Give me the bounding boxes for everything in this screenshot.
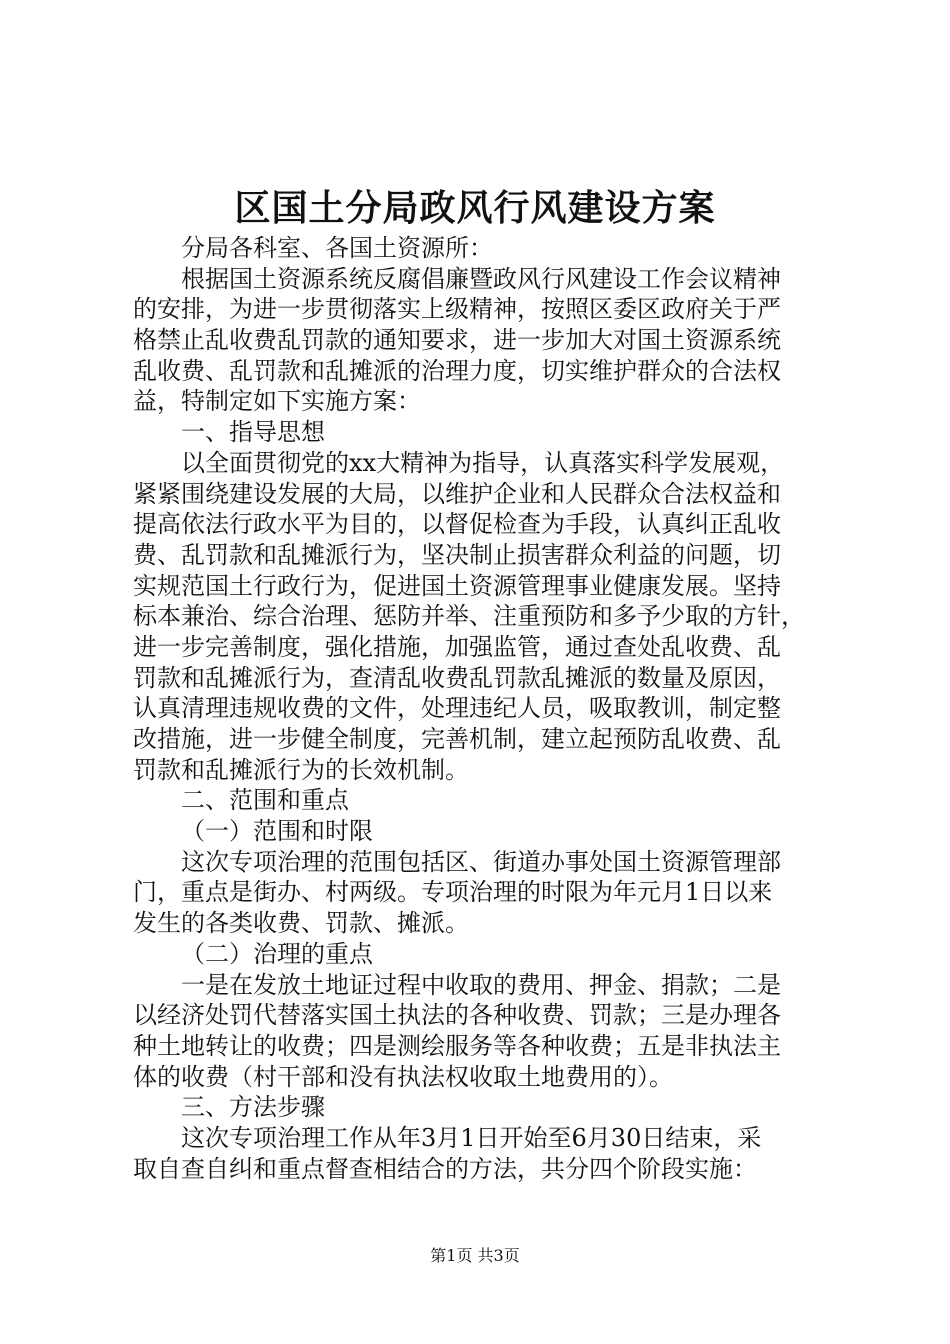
body-line: 取自查自纠和重点督查相结合的方法，共分四个阶段实施： <box>133 1154 757 1183</box>
body-line: 实规范国土行政行为，促进国土资源管理事业健康发展。坚持 <box>133 571 781 600</box>
document-body <box>133 233 833 1184</box>
body-line: 认真清理违规收费的文件，处理违纪人员，吸取教训，制定整 <box>133 694 781 723</box>
body-line: 益，特制定如下实施方案： <box>133 387 421 416</box>
body-line: 紧紧围绕建设发展的大局，以维护企业和人民群众合法权益和 <box>133 479 781 508</box>
section-heading: 二、范围和重点 <box>181 786 349 815</box>
body-line: 这次专项治理工作从年3月1日开始至6月30日结束，采 <box>181 1123 762 1152</box>
body-line: 的安排，为进一步贯彻落实上级精神，按照区委区政府关于严 <box>133 295 781 324</box>
subsection-heading: （二）治理的重点 <box>181 939 373 968</box>
section-heading: 三、方法步骤 <box>181 1093 325 1122</box>
body-line: 费、乱罚款和乱摊派行为，坚决制止损害群众利益的问题，切 <box>133 540 781 569</box>
body-line: 这次专项治理的范围包括区、街道办事处国土资源管理部 <box>181 847 781 876</box>
body-line: 分局各科室、各国土资源所： <box>181 234 493 262</box>
document-title: 区国土分局政风行风建设方案 <box>234 187 716 229</box>
section-heading: 一、指导思想 <box>181 418 325 447</box>
body-line: 乱收费、乱罚款和乱摊派的治理力度，切实维护群众的合法权 <box>133 356 781 385</box>
body-line: 罚款和乱摊派行为，查清乱收费乱罚款乱摊派的数量及原因， <box>133 663 781 692</box>
body-line: 改措施，进一步健全制度，完善机制，建立起预防乱收费、乱 <box>133 725 781 753</box>
subsection-heading: （一）范围和时限 <box>181 817 373 846</box>
body-line: 体的收费（村干部和没有执法权收取土地费用的）。 <box>133 1062 673 1091</box>
body-line: 以全面贯彻党的xx大精神为指导，认真落实科学发展观， <box>181 448 785 477</box>
page-footer: 第1页 共3页 <box>430 1246 520 1265</box>
body-line: 发生的各类收费、罚款、摊派。 <box>133 909 469 938</box>
body-line: 以经济处罚代替落实国土执法的各种收费、罚款；三是办理各 <box>133 1001 781 1030</box>
body-line: 进一步完善制度，强化措施，加强监管，通过查处乱收费、乱 <box>133 632 781 661</box>
body-line: 格禁止乱收费乱罚款的通知要求，进一步加大对国土资源系统 <box>133 326 781 355</box>
body-line: 提高依法行政水平为目的，以督促检查为手段，认真纠正乱收 <box>133 510 781 539</box>
body-line: 根据国土资源系统反腐倡廉暨政风行风建设工作会议精神 <box>181 264 781 293</box>
body-line: 罚款和乱摊派行为的长效机制。 <box>133 755 469 784</box>
body-line: 门，重点是街办、村两级。专项治理的时限为年元月1日以来 <box>133 878 773 907</box>
body-line: 一是在发放土地证过程中收取的费用、押金、捐款；二是 <box>181 970 781 999</box>
body-line: 种土地转让的收费；四是测绘服务等各种收费；五是非执法主 <box>133 1031 781 1060</box>
body-line: 标本兼治、综合治理、惩防并举、注重预防和多予少取的方针， <box>133 602 805 631</box>
